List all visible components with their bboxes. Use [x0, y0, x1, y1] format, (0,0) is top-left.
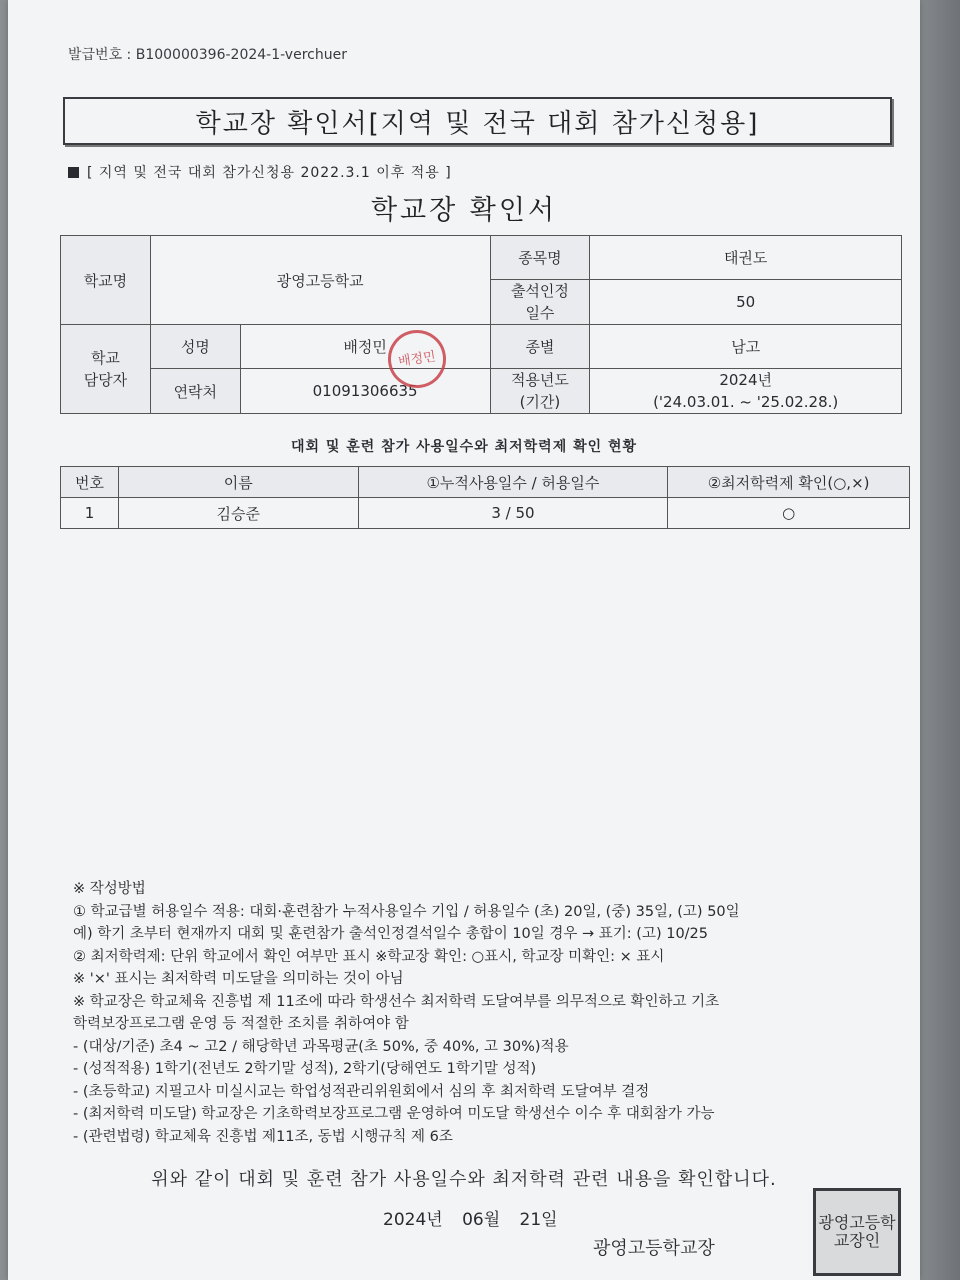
usage-table	[60, 466, 910, 529]
sport-label: 종목명	[490, 236, 590, 280]
info-table	[60, 235, 902, 414]
form-title: 학교장 확인서	[370, 195, 558, 226]
school-value: 광영고등학교	[150, 236, 490, 325]
instruction-line: - (대상/기준) 초4 ~ 고2 / 해당학년 과목평균(초 50%, 중 40%, 고 30%)적용	[73, 1038, 569, 1055]
attendance-label: 출석인정 일수	[490, 280, 590, 325]
section-title: 대회 및 훈련 참가 사용일수와 최저학력제 확인 현황	[290, 439, 638, 455]
header-min-academic: ②최저학력제 확인(○,×)	[668, 467, 910, 498]
personal-stamp: 배정민	[384, 326, 450, 392]
contact-label: 연락처	[150, 369, 240, 414]
header-name: 이름	[118, 467, 358, 498]
confirmation-statement: 위와 같이 대회 및 훈련 참가 사용일수와 최저학력 관련 내용을 확인합니다.	[151, 1169, 777, 1190]
row-check: ○	[668, 498, 910, 529]
issue-date: 2024년 06월 21일	[383, 1210, 558, 1230]
row-usage: 3 / 50	[358, 498, 668, 529]
instruction-line: - (성적적용) 1학기(전년도 2학기말 성적), 2학기(당해연도 1학기말 성적)	[73, 1061, 537, 1077]
contact-value: 01091306635	[240, 369, 490, 414]
square-bullet-icon	[68, 167, 79, 178]
year-cell	[590, 369, 902, 414]
period-value: ('24.03.01. ~ '25.02.28.)	[653, 393, 839, 411]
instruction-line: ① 학교급별 허용일수 적용: 대회·훈련참가 누적사용일수 기입 / 허용일수 (초) 20일, (중) 35일, (고) 50일	[73, 903, 740, 920]
name-label: 성명	[150, 325, 240, 369]
row-number: 1	[61, 498, 119, 529]
header-number: 번호	[61, 467, 119, 498]
staff-label: 학교 담당자	[61, 325, 151, 414]
instruction-line: - (초등학교) 지필고사 미실시교는 학업성적관리위원회에서 심의 후 최저학력 도달여부 결정	[73, 1083, 650, 1100]
table-row	[61, 498, 910, 529]
school-label: 학교명	[61, 236, 151, 325]
instruction-line: - (관련법령) 학교체육 진흥법 제11조, 동법 시행규칙 제 6조	[73, 1128, 453, 1145]
issue-number: 발급번호 : B100000396-2024-1-verchuer	[68, 47, 347, 63]
instruction-line: ② 최저학력제: 단위 학교에서 확인 여부만 표시 ※학교장 확인: ○표시, 학교장 미확인: × 표시	[73, 948, 665, 965]
header-usage: ①누적사용일수 / 허용일수	[358, 467, 668, 498]
name-value: 배정민	[240, 325, 490, 369]
row-name: 김승준	[118, 498, 358, 529]
category-label: 종별	[490, 325, 590, 369]
official-seal: 광영고등학교장인	[813, 1188, 901, 1276]
document-page	[8, 0, 920, 1280]
sub-note: [ 지역 및 전국 대회 참가신청용 2022.3.1 이후 적용 ]	[68, 162, 452, 182]
instruction-line: ※ 작성방법	[73, 881, 146, 897]
year-label: 적용년도 (기간)	[490, 369, 590, 414]
instruction-line: 학력보장프로그램 운영 등 적절한 조치를 취하여야 함	[73, 1016, 409, 1032]
document-title: 학교장 확인서[지역 및 전국 대회 참가신청용]	[63, 97, 892, 145]
instruction-line: - (최저학력 미도달) 학교장은 기초학력보장프로그램 운영하여 미도달 학생선수 이수 후 대회참가 가능	[73, 1106, 715, 1122]
principal-signature: 광영고등학교장	[593, 1238, 715, 1259]
instruction-line: ※ 학교장은 학교체육 진흥법 제 11조에 따라 학생선수 최저학력 도달여부를 의무적으로 확인하고 기초	[73, 993, 720, 1010]
sport-value: 태권도	[590, 236, 902, 280]
instructions	[73, 878, 740, 1148]
year-value: 2024년	[719, 371, 773, 389]
instruction-line: ※ '×' 표시는 최저학력 미도달을 의미하는 것이 아님	[73, 971, 404, 987]
attendance-value: 50	[590, 280, 902, 325]
usage-table-header	[61, 467, 910, 498]
category-value: 남고	[590, 325, 902, 369]
instruction-line: 예) 학기 초부터 현재까지 대회 및 훈련참가 출석인정결석일수 총합이 10일 경우 → 표기: (고) 10/25	[73, 926, 709, 942]
